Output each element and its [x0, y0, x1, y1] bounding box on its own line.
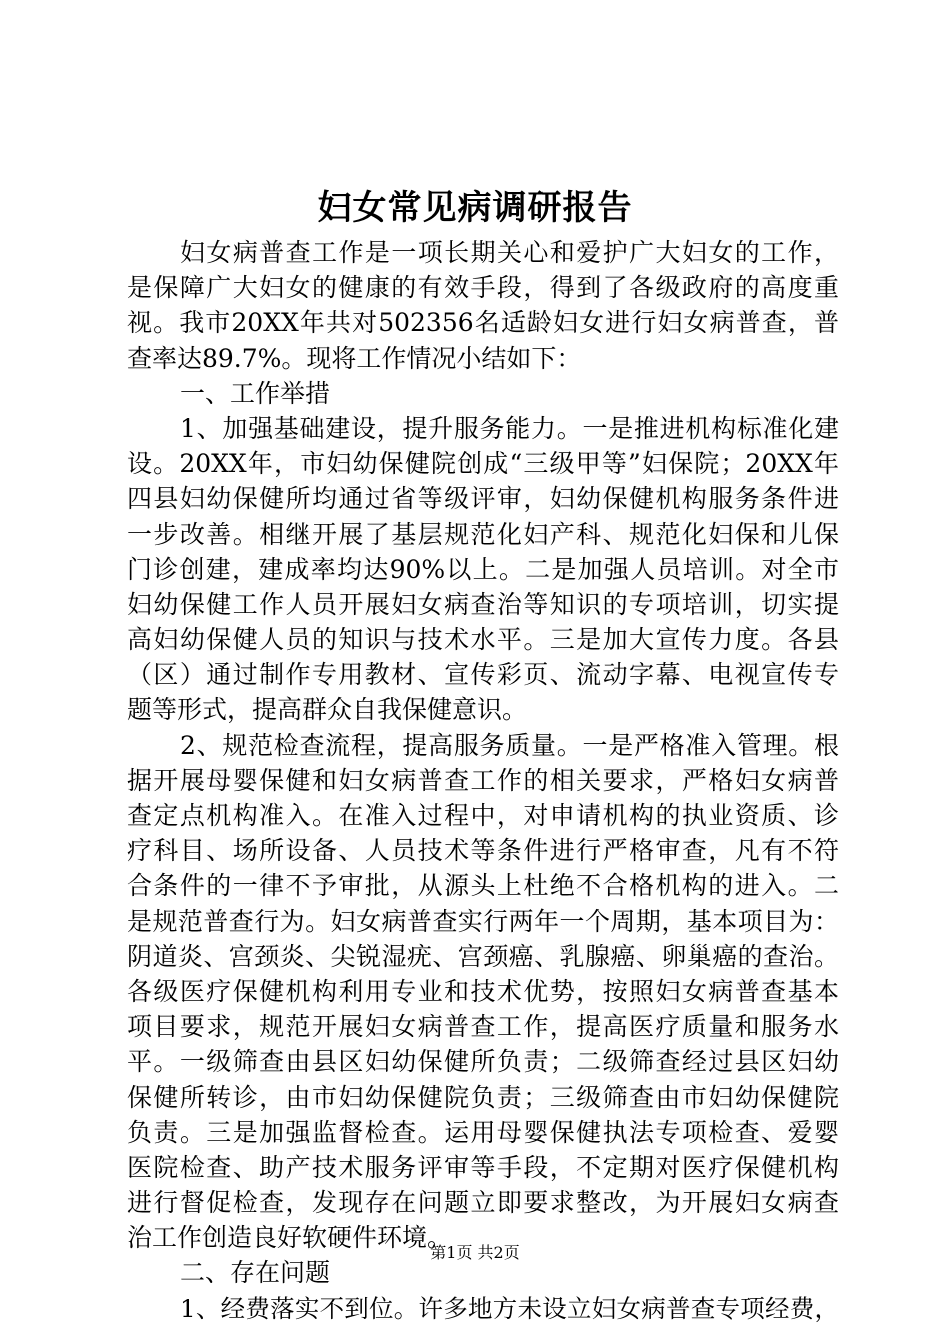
text-line: 项目要求，规范开展妇女病普查工作，提高医疗质量和服务水	[127, 1012, 839, 1042]
text-line: 医院检查、助产技术服务评审等手段，不定期对医疗保健机构	[127, 1152, 839, 1182]
text-line: 一步改善。相继开展了基层规范化妇产科、规范化妇保和儿保	[127, 519, 839, 549]
text-line: 四县妇幼保健所均通过省等级评审，妇幼保健机构服务条件进	[127, 484, 839, 514]
paragraph	[127, 411, 839, 728]
text-line: 妇女病普查工作是一项长期关心和爱护广大妇女的工作，	[180, 238, 839, 267]
text-line: 进行督促检查，发现存在问题立即要求整改，为开展妇女病查	[127, 1188, 839, 1218]
text-line: 2、规范检查流程，提高服务质量。一是严格准入管理。根	[180, 730, 839, 760]
page-footer: 第1页 共2页	[430, 1243, 520, 1262]
text-line: 妇幼保健工作人员开展妇女病查治等知识的专项培训，切实提	[127, 589, 839, 619]
text-line: 是保障广大妇女的健康的有效手段，得到了各级政府的高度重	[127, 273, 839, 303]
text-line: 1、加强基础建设，提升服务能力。一是推进机构标准化建	[180, 413, 839, 443]
document-title: 妇女常见病调研报告	[317, 188, 633, 228]
text-line: 高妇幼保健人员的知识与技术水平。三是加大宣传力度。各县	[127, 625, 839, 655]
text-line: 题等形式，提高群众自我保健意识。	[127, 695, 528, 725]
text-line: 一、工作举措	[180, 378, 331, 408]
text-line: 阴道炎、宫颈炎、尖锐湿疣、宫颈癌、乳腺癌、卵巢癌的查治。	[127, 941, 839, 971]
text-line: 查率达89.7%。现将工作情况小结如下：	[127, 343, 582, 373]
text-line: 合条件的一律不予审批，从源头上杜绝不合格机构的进入。二	[127, 871, 839, 901]
text-line: 负责。三是加强监督检查。运用母婴保健执法专项检查、爱婴	[127, 1117, 839, 1147]
text-line: （区）通过制作专用教材、宣传彩页、流动字幕、电视宣传专	[127, 660, 839, 690]
paragraph	[127, 1291, 839, 1326]
text-line: 治工作创造良好软硬件环境。	[127, 1223, 453, 1253]
text-line: 是规范普查行为。妇女病普查实行两年一个周期，基本项目为：	[127, 906, 839, 936]
text-line: 疗科目、场所设备、人员技术等条件进行严格审查，凡有不符	[127, 836, 839, 866]
text-line: 各级医疗保健机构利用专业和技术优势，按照妇女病普查基本	[127, 976, 839, 1006]
text-line: 据开展母婴保健和妇女病普查工作的相关要求，严格妇女病普	[127, 765, 839, 795]
text-line: 保健所转诊，由市妇幼保健院负责；三级筛查由市妇幼保健院	[127, 1082, 839, 1112]
text-line: 设。20XX年，市妇幼保健院创成“三级甲等”妇保院；20XX年	[127, 449, 839, 479]
document-body	[127, 235, 839, 1326]
text-line: 平。一级筛查由县区妇幼保健所负责；二级筛查经过县区妇幼	[127, 1047, 839, 1077]
text-line: 查定点机构准入。在准入过程中，对申请机构的执业资质、诊	[127, 801, 839, 830]
paragraph	[127, 376, 839, 411]
paragraph	[127, 728, 839, 1256]
paragraph	[127, 235, 839, 376]
text-line: 1、经费落实不到位。许多地方未设立妇女病普查专项经费，	[180, 1293, 839, 1323]
text-line: 二、存在问题	[180, 1258, 331, 1288]
text-line: 视。我市20XX年共对502356名适龄妇女进行妇女病普查，普	[127, 308, 839, 338]
text-line: 门诊创建，建成率均达90%以上。二是加强人员培训。对全市	[127, 554, 839, 584]
